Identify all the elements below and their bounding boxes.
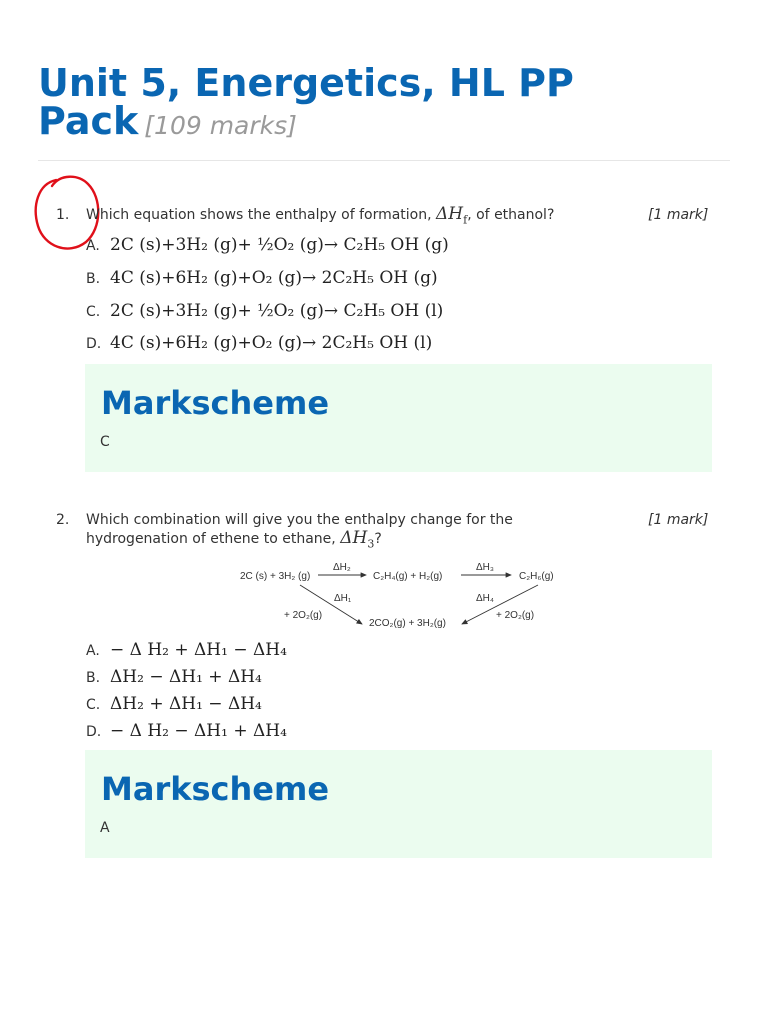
arrow-label-h3: ΔH₃ <box>476 562 494 573</box>
markscheme-answer: C <box>100 434 110 450</box>
option-equation: − Δ H₂ + ΔH₁ − ΔH₄ <box>110 640 287 660</box>
addition-left: + 2O₂(g) <box>284 610 323 621</box>
option-label: B. <box>86 271 101 287</box>
option-a[interactable] <box>86 637 287 663</box>
delta-h-symbol <box>436 204 468 227</box>
option-equation: 4C (s)+6H₂ (g)+O₂ (g)→ 2C₂H₅ OH (l) <box>110 333 433 353</box>
option-equation: 4C (s)+6H₂ (g)+O₂ (g)→ 2C₂H₅ OH (g) <box>110 268 438 288</box>
question-number: 1. <box>56 207 70 223</box>
option-equation: ΔH₂ − ΔH₁ + ΔH₄ <box>110 667 262 687</box>
species-left: 2C (s) + 3H₂ (g) <box>240 571 311 582</box>
question-text-line <box>86 529 513 553</box>
addition-right: + 2O₂(g) <box>496 610 535 621</box>
arrow-label-h1: ΔH₁ <box>334 593 352 604</box>
delta-h-symbol <box>340 528 375 551</box>
question-text-part: hydrogenation of ethene to ethane, <box>86 531 341 547</box>
species-middle: C₂H₄(g) + H₂(g) <box>373 571 443 582</box>
option-c[interactable] <box>86 298 443 324</box>
arrow-label-h2: ΔH₂ <box>333 562 351 573</box>
option-equation: ΔH₂ + ΔH₁ − ΔH₄ <box>110 694 262 714</box>
symbol: ΔH <box>436 204 464 224</box>
option-equation: 2C (s)+3H₂ (g)+ ½O₂ (g)→ C₂H₅ OH (l) <box>110 301 444 321</box>
option-b[interactable] <box>86 265 438 291</box>
option-label: B. <box>86 670 101 686</box>
option-b[interactable] <box>86 664 262 690</box>
question-text-part: ? <box>374 531 382 547</box>
option-d[interactable] <box>86 718 287 744</box>
question-text-part: Which equation shows the enthalpy of formation, <box>86 207 437 223</box>
symbol: ΔH <box>340 528 368 548</box>
option-label: D. <box>86 336 102 352</box>
total-marks: [109 marks] <box>144 111 297 140</box>
page-title <box>38 61 728 145</box>
option-equation: 2C (s)+3H₂ (g)+ ½O₂ (g)→ C₂H₅ OH (g) <box>110 235 449 255</box>
symbol-subscript: f <box>463 213 468 227</box>
question-text <box>86 511 513 553</box>
species-right: C₂H₆(g) <box>519 571 554 582</box>
species-bottom: 2CO₂(g) + 3H₂(g) <box>369 618 446 629</box>
question-marks: [1 mark] <box>648 207 709 223</box>
question-text <box>86 205 554 229</box>
question-text-part: , of ethanol? <box>467 207 555 223</box>
option-a[interactable] <box>86 232 449 258</box>
markscheme-title: Markscheme <box>101 770 330 808</box>
arrow-label-h4: ΔH₄ <box>476 593 494 604</box>
question-text-line: Which combination will give you the enthalpy change for the <box>86 512 513 528</box>
question-number: 2. <box>56 512 70 528</box>
option-label: C. <box>86 697 101 713</box>
title-divider <box>38 160 730 161</box>
option-label: C. <box>86 304 101 320</box>
symbol-subscript: 3 <box>367 537 375 551</box>
markscheme-title: Markscheme <box>101 384 330 422</box>
option-label: A. <box>86 643 100 659</box>
option-label: A. <box>86 238 100 254</box>
markscheme-answer: A <box>100 820 110 836</box>
markscheme-box <box>85 750 712 858</box>
page-title-text: Unit 5, Energetics, HL PP Pack <box>38 61 574 143</box>
option-c[interactable] <box>86 691 262 717</box>
energy-cycle-diagram <box>230 558 566 634</box>
option-equation: − Δ H₂ − ΔH₁ + ΔH₄ <box>110 721 287 741</box>
option-label: D. <box>86 724 102 740</box>
question-marks: [1 mark] <box>648 512 709 528</box>
option-d[interactable] <box>86 330 432 356</box>
markscheme-box <box>85 364 712 472</box>
